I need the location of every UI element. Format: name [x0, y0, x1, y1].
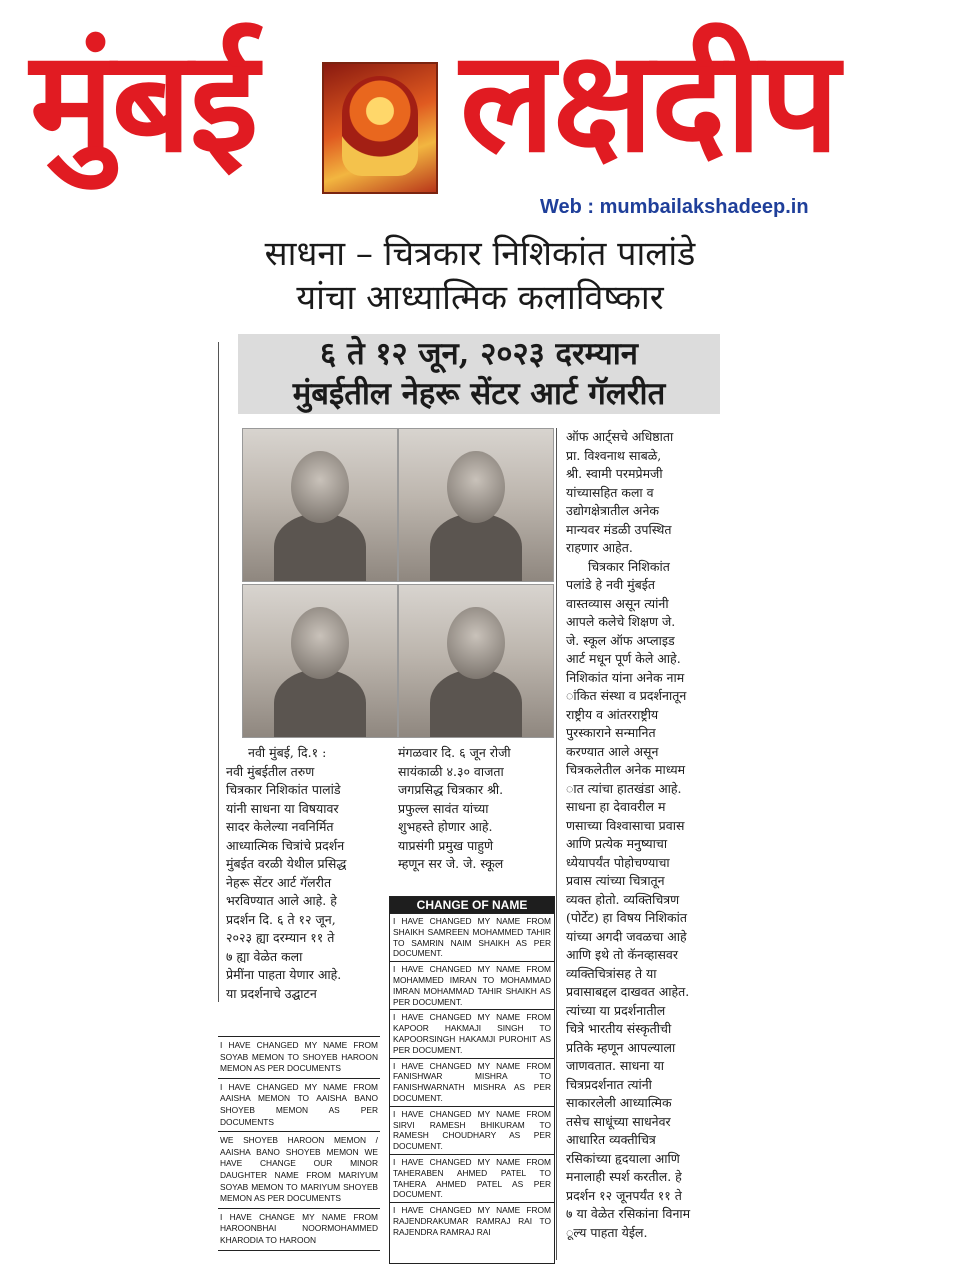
- photo-portrait-3: [242, 584, 398, 738]
- article-column-2: [398, 744, 554, 874]
- article-line: नेहरू सेंटर आर्ट गॅलरीत: [226, 874, 332, 890]
- headline: [180, 232, 780, 320]
- change-of-name-title: CHANGE OF NAME: [390, 897, 554, 913]
- name-change-notice: I HAVE CHANGED MY NAME FROM SHAIKH SAMREEN MOHAMMED TAHIR TO SAMRIN NAIM SHAIKH AS PER DOCUMENT.: [390, 913, 554, 961]
- article-line: प्रदर्शन १२ जूनपर्यंत ११ ते: [566, 1187, 682, 1203]
- article-line: वास्तव्यास असून त्यांनी: [566, 595, 669, 611]
- article-line: ांकित संस्था व प्रदर्शनातून: [566, 688, 687, 703]
- photo-portrait-2: [398, 428, 554, 582]
- article-column-1: [226, 744, 384, 1003]
- article-line: साधना हा देवावरील म: [566, 799, 666, 814]
- article-line: चित्रकार निशिकांत: [588, 558, 670, 574]
- name-change-notice: I HAVE CHANGED MY NAME FROM TAHERABEN AHMED PATEL TO TAHERA AHMED PATEL AS PER DOCUMENT.: [390, 1154, 554, 1202]
- article-line: जाणवतात. साधना या: [566, 1058, 664, 1073]
- article-line: प्रवास त्यांच्या चित्रातून: [566, 873, 665, 888]
- article-line: सायंकाळी ४.३० वाजता: [398, 763, 504, 779]
- name-change-notice: I HAVE CHANGED MY NAME FROM AAISHA MEMON TO AAISHA BANO SHOYEB MEMON AS PER DOCUMENTS: [218, 1079, 380, 1132]
- headline-line-1: साधना – चित्रकार निशिकांत पालांडे: [264, 234, 696, 274]
- photo-portrait-4: [398, 584, 554, 738]
- article-line: निशिकांत यांना अनेक नाम: [566, 669, 685, 685]
- article-line: चित्रे भारतीय संस्कृतीची: [566, 1021, 672, 1036]
- article-line: (पोर्टेट) हा विषय निशिकांत: [566, 910, 688, 925]
- article-line: आध्यात्मिक चित्रांचे प्रदर्शन: [226, 837, 345, 853]
- name-change-notice: I HAVE CHANGED MY NAME FROM MOHAMMED IMRAN TO MOHAMMAD IMRAN MOHAMMAD TAHIR SHAIKH AS PER DOCUMENT.: [390, 961, 554, 1009]
- article-line: चित्रकार निशिकांत पालांडे: [226, 782, 341, 797]
- photo-portrait-1: [242, 428, 398, 582]
- article-line: पुरस्काराने सन्मानित: [566, 725, 656, 740]
- article-line: राष्ट्रीय व आंतरराष्ट्रीय: [566, 706, 659, 722]
- article-line: नवी मुंबईतील तरुण: [226, 763, 315, 779]
- article-line: तसेच साधूंच्या साधनेवर: [566, 1113, 671, 1129]
- article-line: ूल्य पाहता येईल.: [566, 1224, 648, 1240]
- article-line: ऑफ आर्ट्सचे अधिष्ठाता: [566, 429, 674, 444]
- article-column-3: [566, 428, 734, 1242]
- change-of-name-box: [389, 896, 555, 1264]
- article-line: ध्येयापर्यंत पोहोचण्याचा: [566, 854, 670, 870]
- article-line: आधारित व्यक्तीचित्र: [566, 1132, 656, 1147]
- website-url[interactable]: Web : mumbailakshadeep.in: [540, 196, 809, 218]
- article-line: जगप्रसिद्ध चित्रकार श्री.: [398, 782, 504, 797]
- article-line: यांच्यासहित कला व: [566, 484, 654, 500]
- name-change-notice: I HAVE CHANGED MY NAME FROM SOYAB MEMON TO SHOYEB HAROON MEMON AS PER DOCUMENTS: [218, 1037, 380, 1079]
- article-line: करण्यात आले असून: [566, 743, 659, 759]
- article-line: चित्रप्रदर्शनात त्यांनी: [566, 1076, 652, 1092]
- headline-line-2: यांचा आध्यात्मिक कलाविष्कार: [296, 278, 664, 318]
- article-line: यांच्या अगदी जवळचा आहे: [566, 928, 687, 944]
- article-line: चित्रकलेतील अनेक माध्यम: [566, 762, 686, 777]
- masthead-right-word: लक्षदीप: [460, 21, 838, 184]
- article-line: या प्रदर्शनाचे उद्घाटन: [226, 985, 317, 1001]
- article-line: राहणार आहेत.: [566, 540, 633, 555]
- article-line: उद्योगक्षेत्रातील अनेक: [566, 503, 659, 518]
- article-line: ७ ह्या वेळेत कला: [226, 948, 303, 964]
- article-line: आर्ट मधून पूर्ण केले आहे.: [566, 651, 681, 666]
- article-line: आणि इथे तो कॅनव्हासवर: [566, 947, 678, 962]
- name-change-notice: I HAVE CHANGED MY NAME FROM RAJENDRAKUMAR RAMRAJ RAI TO RAJENDRA RAMRAJ RAI: [390, 1202, 554, 1239]
- article-line: सादर केलेल्या नवनिर्मित: [226, 819, 334, 834]
- article-line: २०२३ ह्या दरम्यान ११ ते: [226, 930, 335, 945]
- name-change-notice: WE SHOYEB HAROON MEMON / AAISHA BANO SHOYEB MEMON WE HAVE CHANGE OUR MINOR DAUGHTER NAME FROM MARIYUM SOYAB MEMON TO MARIYUM SHOYEB MEMON AS PER DOCUMENTS: [218, 1132, 380, 1209]
- subhead: [238, 334, 720, 414]
- article-line: रसिकांच्या हृदयाला आणि: [566, 1150, 680, 1166]
- article-line: श्री. स्वामी परमप्रेमजी: [566, 466, 663, 481]
- article-line: शुभहस्ते होणार आहे.: [398, 819, 493, 834]
- article-line: भरविण्यात आले आहे. हे: [226, 893, 337, 908]
- article-line: त्यांच्या या प्रदर्शनातील: [566, 1002, 666, 1018]
- article-line: नवी मुंबई, दि.१ :: [248, 745, 327, 760]
- article-line: मान्यवर मंडळी उपस्थित: [566, 521, 672, 537]
- article-line: साकारलेली आध्यात्मिक: [566, 1095, 672, 1110]
- article-line: ात त्यांचा हातखंडा आहे.: [566, 780, 682, 796]
- name-change-notice: I HAVE CHANGE MY NAME FROM HAROONBHAI NOORMOHAMMED KHARODIA TO HAROON: [218, 1209, 380, 1251]
- article-line: प्रेमींना पाहता येणार आहे.: [226, 967, 342, 982]
- article-line: यांनी साधना या विषयावर: [226, 800, 339, 816]
- subhead-line-2: मुंबईतील नेहरू सेंटर आर्ट गॅलरीत: [292, 376, 666, 412]
- subhead-line-1: ६ ते १२ जून, २०२३ दरम्यान: [320, 336, 638, 372]
- name-change-notice: I HAVE CHANGED MY NAME FROM SIRVI RAMESH BHIKURAM TO RAMESH CHOUDHARY AS PER DOCUMENT.: [390, 1106, 554, 1154]
- article-line: मनालाही स्पर्श करतील. हे: [566, 1169, 682, 1184]
- name-change-notice: I HAVE CHANGED MY NAME FROM FANISHWAR MISHRA TO FANISHWARNATH MISHRA AS PER DOCUMENT.: [390, 1058, 554, 1106]
- masthead-left-word: मुंबई: [30, 21, 257, 184]
- article-line: जे. स्कूल ऑफ अप्लाइड: [566, 632, 675, 648]
- column-rule-left: [218, 342, 219, 1002]
- left-notices-box: [218, 1036, 380, 1263]
- article-line: प्रवासाबद्दल दाखवत आहेत.: [566, 984, 690, 999]
- article-line: णसाच्या विश्वासाचा प्रवास: [566, 817, 685, 833]
- article-line: म्हणून सर जे. जे. स्कूल: [398, 856, 504, 871]
- article-line: प्रा. विश्वनाथ साबळे,: [566, 447, 662, 463]
- article-line: प्रतिके म्हणून आपल्याला: [566, 1039, 676, 1055]
- article-line: ७ या वेळेत रसिकांना विनाम: [566, 1206, 691, 1221]
- article-line: मंगळवार दि. ६ जून रोजी: [398, 745, 511, 760]
- article-line: व्यक्तिचित्रांसह ते या: [566, 965, 657, 981]
- ganesha-logo-image: [322, 62, 438, 194]
- name-change-notice: I HAVE CHANGED MY NAME FROM KAPOOR HAKMAJI SINGH TO KAPOORSINGH HAKAMJI PUROHIT AS PER DOCUMENT.: [390, 1009, 554, 1057]
- article-line: मुंबईत वरळी येथील प्रसिद्ध: [226, 856, 347, 871]
- article-line: प्रफुल्ल सावंत यांच्या: [398, 800, 489, 816]
- article-line: याप्रसंगी प्रमुख पाहुणे: [398, 837, 494, 853]
- article-line: आपले कलेचे शिक्षण जे.: [566, 614, 676, 629]
- article-line: आणि प्रत्येक मनुष्याचा: [566, 836, 668, 851]
- column-rule-right: [556, 428, 557, 1260]
- article-line: प्रदर्शन दि. ६ ते १२ जून,: [226, 911, 336, 927]
- article-line: व्यक्त होतो. व्यक्तिचित्रण: [566, 891, 680, 907]
- article-line: पलांडे हे नवी मुंबईत: [566, 577, 656, 592]
